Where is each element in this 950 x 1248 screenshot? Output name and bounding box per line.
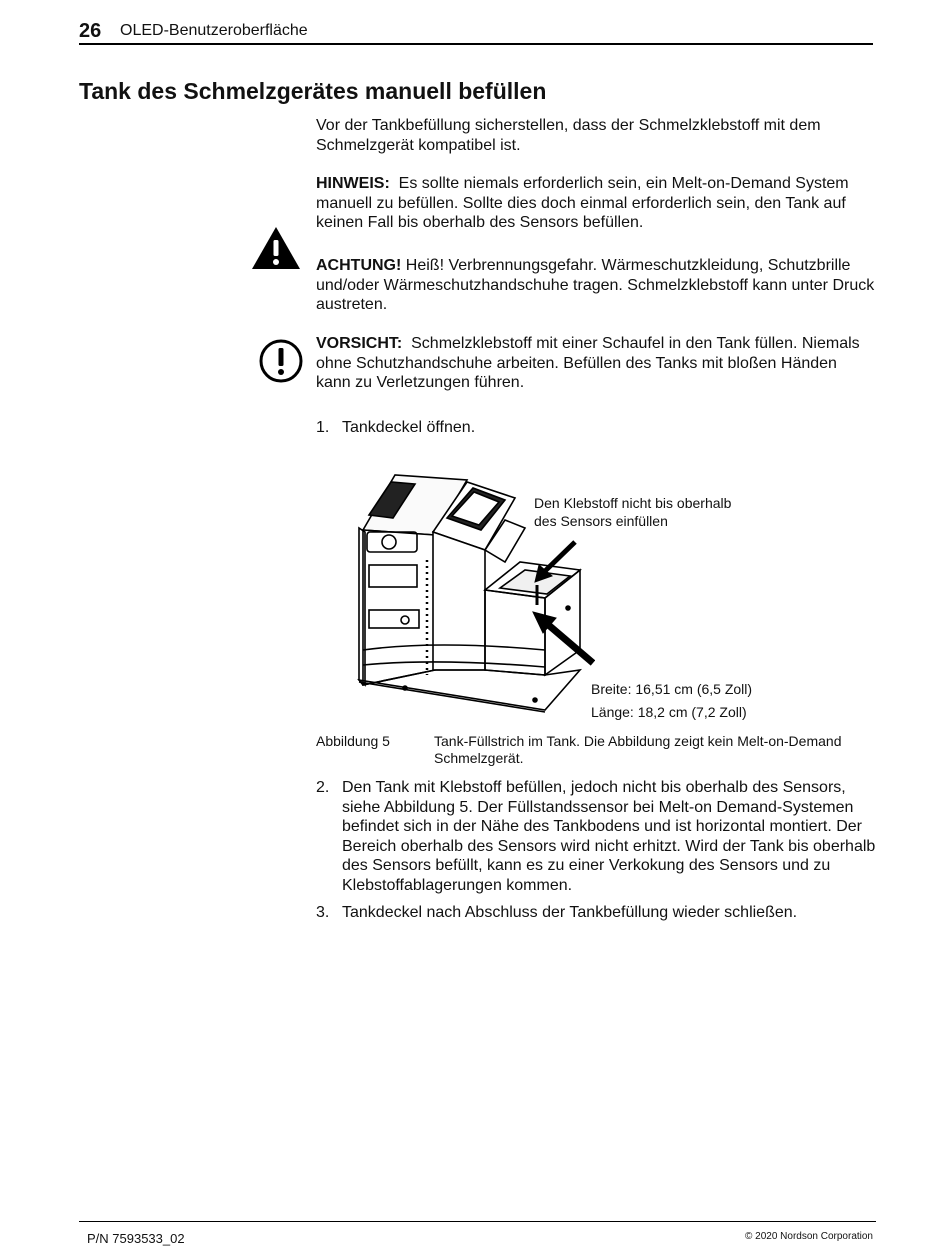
figure-caption-label: Abbildung 5 — [316, 733, 390, 749]
step-number: 2. — [316, 779, 330, 796]
figure-caption-text: Tank-Füllstrich im Tank. Die Abbildung zeigt kein Melt-on-Demand Schmelzgerät. — [434, 733, 842, 766]
step-text: Tankdeckel öffnen. — [342, 419, 476, 436]
width-label: Breite: 16,51 cm (6,5 Zoll) — [591, 681, 753, 697]
step-3 — [316, 903, 876, 923]
page-number: 26 — [79, 20, 102, 42]
callout-line-2: des Sensors einfüllen — [534, 513, 668, 529]
hinweis-note — [316, 174, 876, 233]
copyright: © 2020 Nordson Corporation — [745, 1231, 873, 1242]
step-text: Den Tank mit Klebstoff befüllen, jedoch nicht bis oberhalb des Sensors, siehe Abbildung 5. Der Füllstandssensor bei Melt-on Demand-Systemen befindet sich in der Nähe des Tankbodens und ist horizontal montiert. Der Bereich oberhalb des Sensors wird nicht erhitzt. Wird der Tank bis oberhalb des Sensors befüllt, kann es zu einer Verkokung des Sensors und zu Klebstoffablagerungen kommen. — [342, 779, 876, 894]
caution-exclamation-icon — [258, 338, 304, 389]
warning-triangle-icon — [251, 226, 301, 275]
callout-label — [534, 494, 731, 530]
step-number: 1. — [316, 419, 330, 436]
part-number: P/N 7593533_02 — [87, 1231, 185, 1246]
footer-rule — [79, 1221, 876, 1222]
length-label: Länge: 18,2 cm (7,2 Zoll) — [591, 704, 747, 720]
vorsicht-label: VORSICHT: — [316, 335, 403, 352]
achtung-warning — [316, 256, 876, 315]
step-2 — [316, 778, 876, 895]
vorsicht-caution — [316, 334, 876, 393]
achtung-text: Heiß! Verbrennungsgefahr. Wärmeschutzkleidung, Schutzbrille und/oder Wärmeschutzhandschuhe tragen. Schmelzklebstoff kann unter Druck austreten. — [316, 257, 875, 313]
hinweis-text: Es sollte niemals erforderlich sein, ein Melt-on-Demand System manuell zu befüllen. Sollte dies doch einmal erforderlich sein, den Tank auf keinen Fall bis oberhalb des Sensors befüllen. — [316, 175, 849, 231]
header-rule — [79, 43, 873, 45]
step-1 — [316, 418, 876, 438]
step-number: 3. — [316, 904, 330, 921]
page-title: Tank des Schmelzgerätes manuell befüllen — [79, 78, 547, 104]
section-title: OLED-Benutzeroberfläche — [120, 22, 308, 39]
achtung-label: ACHTUNG! — [316, 257, 402, 274]
hinweis-label: HINWEIS: — [316, 175, 390, 192]
intro-paragraph: Vor der Tankbefüllung sicherstellen, dass der Schmelzklebstoff mit dem Schmelzgerät kompatibel ist. — [316, 117, 821, 154]
step-text: Tankdeckel nach Abschluss der Tankbefüllung wieder schließen. — [342, 904, 798, 921]
vorsicht-text: Schmelzklebstoff mit einer Schaufel in den Tank füllen. Niemals ohne Schutzhandschuhe arbeiten. Befüllen des Tanks mit bloßen Händen kann zu Verletzungen führen. — [316, 335, 860, 391]
callout-line-1: Den Klebstoff nicht bis oberhalb — [534, 495, 732, 511]
